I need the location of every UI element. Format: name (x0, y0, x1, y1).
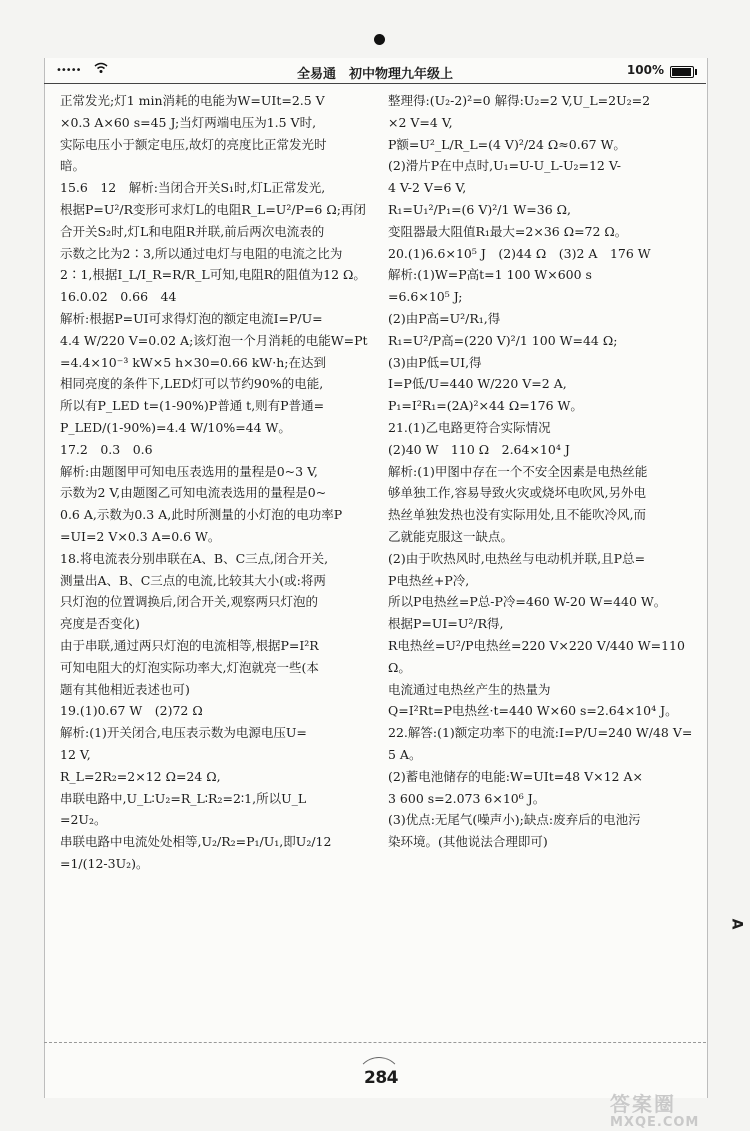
text-line: 21.(1)乙电路更符合实际情况 (388, 419, 551, 435)
text-line: 只灯泡的位置调换后,闭合开关,观察两只灯泡的 (60, 594, 318, 610)
text-line: P₁=I²R₁=(2A)²×44 Ω=176 W。 (388, 398, 583, 414)
text-line: =2U₂。 (60, 812, 107, 828)
text-line: 所以有P_LED t=(1-90%)P普通 t,则有P普通= (60, 398, 325, 414)
text-line: 22.解答:(1)额定功率下的电流:I=P/U=240 W/48 V= (388, 725, 693, 741)
text-line: (3)由P低=UI,得 (388, 354, 482, 370)
text-line: 测量出A、B、C三点的电流,比较其大小(或:将两 (60, 572, 326, 588)
text-line: 可知电阻大的灯泡实际功率大,灯泡就亮一些(本 (60, 659, 319, 675)
text-line: 3 600 s=2.073 6×10⁶ J。 (388, 790, 546, 806)
page-title: 全易通 初中物理九年级上 (296, 67, 453, 82)
text-line: R_L=2R₂=2×12 Ω=24 Ω, (60, 768, 221, 784)
text-line: 合开关S₂时,灯L和电阻R并联,前后两次电流表的 (60, 223, 325, 239)
right-column (388, 90, 700, 853)
watermark-logo: 答案圈 (610, 1092, 676, 1116)
text-line: 19.(1)0.67 W (2)72 Ω (60, 703, 203, 719)
watermark (610, 1088, 699, 1130)
text-line: 15.6 12 解析:当闭合开关S₁时,灯L正常发光, (60, 180, 326, 196)
text-line: 4 V-2 V=6 V, (388, 180, 467, 196)
text-line: (2)滑片P在中点时,U₁=U-U_L-U₂=12 V- (388, 158, 621, 174)
text-line: 变阻器最大阻值R₁最大=2×36 Ω=72 Ω。 (388, 223, 628, 239)
text-line: =1/(12-3U₂)。 (60, 855, 149, 871)
text-line: =4.4×10⁻³ kW×5 h×30=0.66 kW·h;在达到 (60, 354, 327, 370)
text-line: 示数为2 V,由题图乙可知电流表选用的量程是0~ (60, 485, 327, 501)
text-line: 够单独工作,容易导致火灾或烧坏电吹风,另外电 (388, 485, 646, 501)
text-line: ×2 V=4 V, (388, 114, 453, 130)
text-line: 电流通过电热丝产生的热量为 (388, 681, 551, 697)
text-line: (2)由于吹热风时,电热丝与电动机并联,且P总= (388, 550, 646, 566)
battery-icon (670, 66, 694, 78)
text-line: 正常发光;灯1 min消耗的电能为W=UIt=2.5 V (60, 93, 325, 108)
text-line: 染环境。(其他说法合理即可) (388, 834, 548, 850)
status-bar (44, 62, 706, 82)
text-line: 17.2 0.3 0.6 (60, 441, 153, 457)
text-line: 由于串联,通过两只灯泡的电流相等,根据P=I²R (60, 637, 319, 653)
text-line: 热丝单独发热也没有实际用处,且不能吹冷风,而 (388, 507, 646, 523)
text-line: 乙就能克服这一缺点。 (388, 528, 514, 544)
text-line: 串联电路中,U_L∶U₂=R_L∶R₂=2∶1,所以U_L (60, 790, 307, 806)
text-line: 16.0.02 0.66 44 (60, 289, 177, 305)
text-line: 5 A。 (388, 746, 422, 762)
text-line: 解析:(1)开关闭合,电压表示数为电源电压U= (60, 725, 307, 741)
text-line: 整理得:(U₂-2)²=0 解得:U₂=2 V,U_L=2U₂=2 (388, 93, 651, 108)
signal-icon: ••••• (56, 65, 81, 76)
text-line: R₁=U²/P高=(220 V)²/1 100 W=44 Ω; (388, 332, 618, 348)
footer-divider (44, 1042, 706, 1043)
text-line: 暗。 (60, 158, 86, 174)
camera-dot (374, 34, 385, 45)
text-line: (2)40 W 110 Ω 2.64×10⁴ J (388, 441, 570, 457)
text-line: 亮度是否变化) (60, 616, 140, 632)
text-line: 串联电路中电流处处相等,U₂/R₂=P₁/U₁,即U₂/12 (60, 834, 332, 850)
text-line: R₁=U₁²/P₁=(6 V)²/1 W=36 Ω, (388, 201, 571, 217)
text-line: I=P低/U=440 W/220 V=2 A, (388, 376, 567, 392)
header-divider (44, 83, 706, 84)
text-line: P额=U²_L/R_L=(4 V)²/24 Ω≈0.67 W。 (388, 136, 626, 152)
text-line: (2)由P高=U²/R₁,得 (388, 310, 501, 326)
left-column (60, 90, 378, 875)
text-line: 解析:(1)甲图中存在一个不安全因素是电热丝能 (388, 463, 648, 479)
text-line: 题有其他相近表述也可) (60, 681, 190, 697)
text-line: 所以P电热丝=P总-P冷=460 W-20 W=440 W。 (388, 594, 667, 610)
text-line: 解析:根据P=UI可求得灯泡的额定电流I=P/U= (60, 310, 323, 326)
text-line: 20.(1)6.6×10⁵ J (2)44 Ω (3)2 A 176 W (388, 245, 651, 261)
text-line: Q=I²Rt=P电热丝·t=440 W×60 s=2.64×10⁴ J。 (388, 703, 678, 719)
text-line: ×0.3 A×60 s=45 J;当灯两端电压为1.5 V时, (60, 114, 317, 130)
text-line: 18.将电流表分别串联在A、B、C三点,闭合开关, (60, 550, 329, 566)
text-line: 解析:由题图甲可知电压表选用的量程是0~3 V, (60, 463, 318, 479)
text-line: 4.4 W/220 V=0.02 A;该灯泡一个月消耗的电能W=Pt (60, 332, 368, 348)
text-line: 实际电压小于额定电压,故灯的亮度比正常发光时 (60, 136, 327, 152)
text-line: 12 V, (60, 746, 91, 762)
text-line: P电热丝+P冷, (388, 572, 470, 588)
text-line: 根据P=U²/R变形可求灯L的电阻R_L=U²/P=6 Ω;再闭 (60, 201, 366, 217)
text-line: 示数之比为2∶3,所以通过电灯与电阻的电流之比为 (60, 245, 343, 261)
page-number: 284 (364, 1068, 398, 1088)
text-line: 相同亮度的条件下,LED灯可以节约90%的电能, (60, 376, 324, 392)
text-line: 根据P=UI=U²/R得, (388, 616, 504, 632)
text-line: =UI=2 V×0.3 A=0.6 W。 (60, 528, 221, 544)
text-line: 0.6 A,示数为0.3 A,此时所测量的小灯泡的电功率P (60, 507, 343, 523)
watermark-url: MXQE.COM (610, 1115, 700, 1130)
text-line: P_LED/(1-90%)=4.4 W/10%=44 W。 (60, 419, 291, 435)
text-line: R电热丝=U²/P电热丝=220 V×220 V/440 W=110 Ω。 (388, 637, 689, 675)
text-line: (3)优点:无尾气(噪声小);缺点:废弃后的电池污 (388, 812, 641, 828)
battery-percent: 100% (626, 63, 664, 77)
side-mark: A (728, 918, 745, 930)
text-line: =6.6×10⁵ J; (388, 289, 463, 305)
text-line: 解析:(1)W=P高t=1 100 W×600 s (388, 267, 592, 283)
text-line: (2)蓄电池储存的电能:W=UIt=48 V×12 A× (388, 768, 643, 784)
text-line: 2∶1,根据I_L/I_R=R/R_L可知,电阻R的阻值为12 Ω。 (60, 267, 366, 283)
